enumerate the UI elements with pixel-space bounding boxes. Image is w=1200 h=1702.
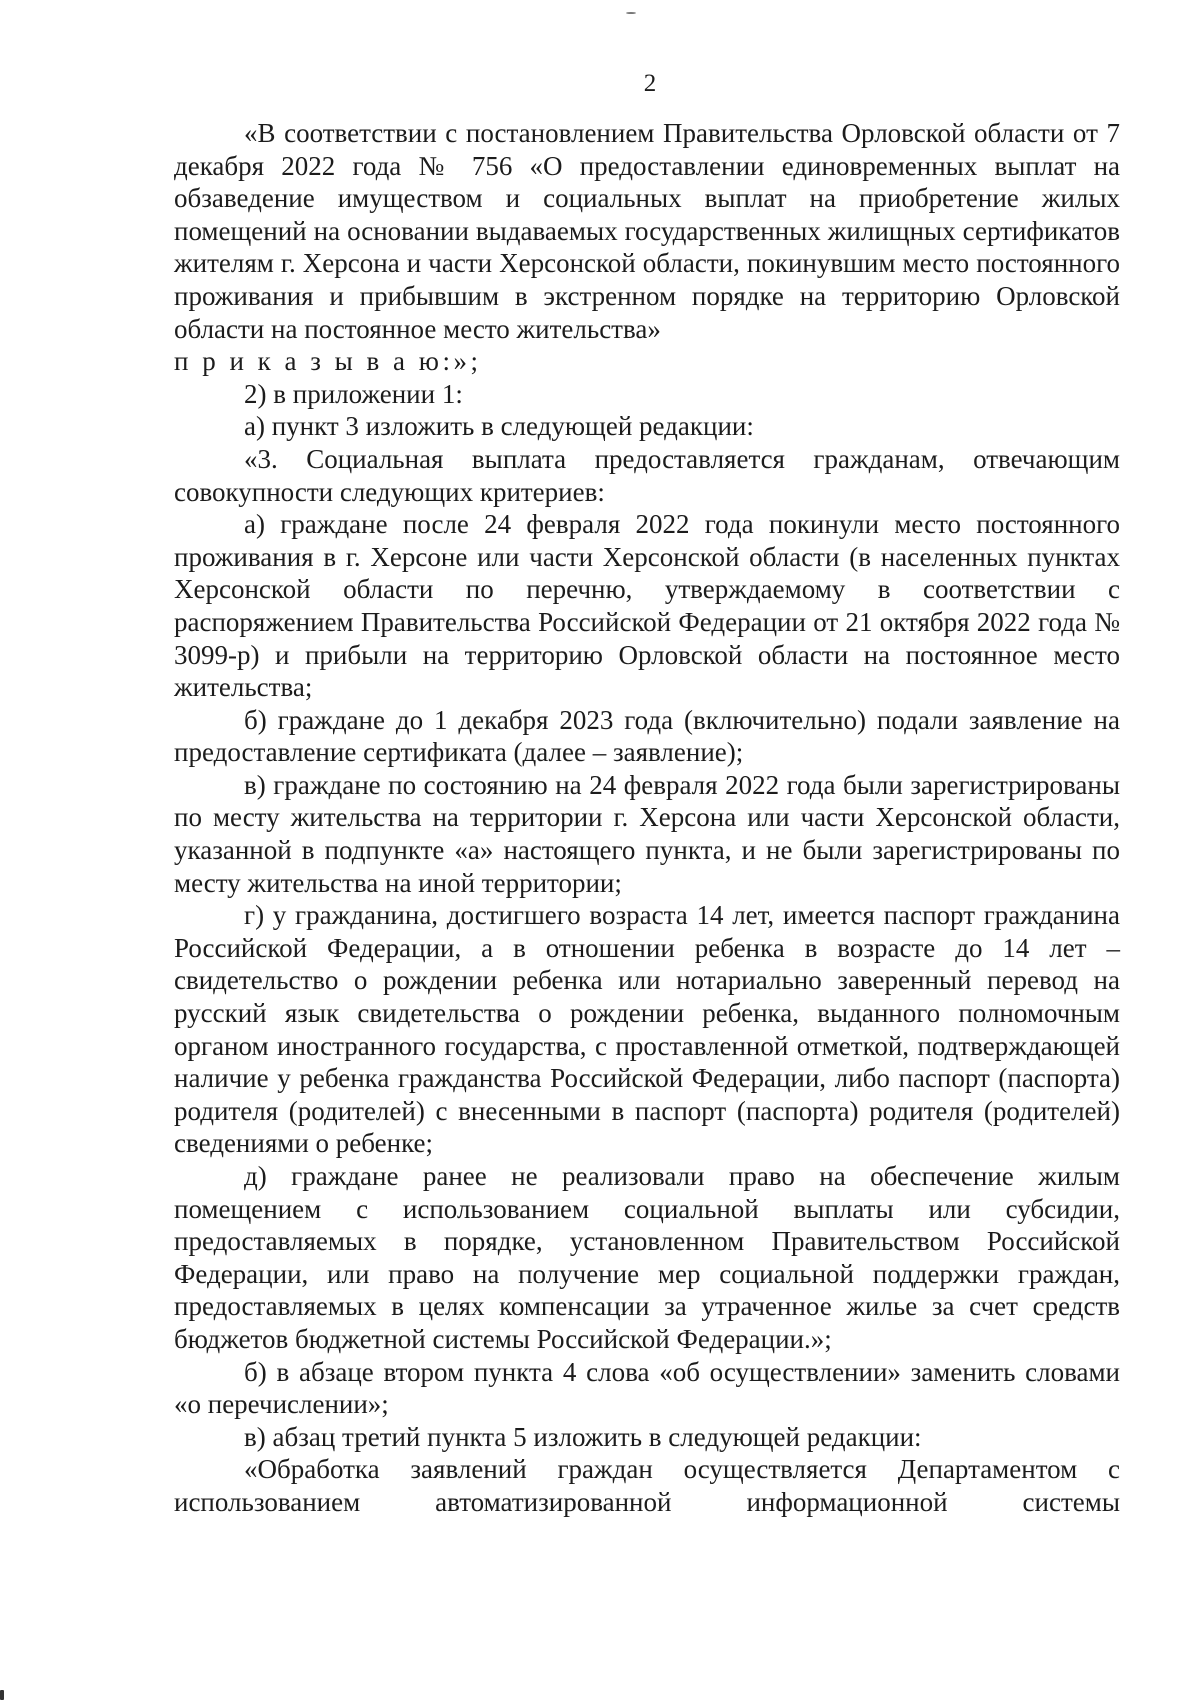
paragraph-criterion-v: в) граждане по состоянию на 24 февраля 2022 года были зарегистрированы по месту жительства на территории г. Херсона или части Херсонской области, указанной в подпункте «а» настоящего пункта, и не были зарегистрированы по месту жительства на иной территории; (174, 769, 1120, 898)
paragraph-subitem-a: а) пункт 3 изложить в следующей редакции: (244, 411, 754, 442)
scan-speck (626, 12, 636, 14)
document-body (174, 117, 1120, 1519)
paragraph-criterion-g: г) у гражданина, достигшего возраста 14 лет, имеется паспорт гражданина Российской Федерации, а в отношении ребенка в возрасте до 14 лет – свидетельство о рождении ребенка или нотариально заверенный перевод на русский язык свидетельства о рождении ребенка, выданного полномочным органом иностранного государства, с проставленной отметкой, подтверждающей наличие у ребенка гражданства Российской Федерации, либо паспорт (паспорта) родителя (родителей) с внесенными в паспорт (паспорта) родителя (родителей) сведениями о ребенке; (174, 900, 1120, 1159)
paragraph-criterion-d: д) граждане ранее не реализовали право на обеспечение жилым помещением с использованием социальной выплаты или субсидии, предоставляемых в порядке, установленном Правительством Российской Федерации, или право на получение мер социальной поддержки граждан, предоставляемых в целях компенсации за утраченное жилье за счет средств бюджетов бюджетной системы Российской Федерации.»; (174, 1161, 1120, 1354)
paragraph-decree-preamble: «В соответствии с постановлением Правительства Орловской области от 7 декабря 2022 года № 756 «О предоставлении единовременных выплат на обзаведение имуществом и социальных выплат на приобретение жилых помещений на основании выдаваемых государственных жилищных сертификатов жителям г. Херсона и части Херсонской области, покинувшим место постоянного проживания и прибывшим в экстренном порядке на территорию Орловской области на постоянное место жительства» (174, 118, 1120, 344)
paragraph-processing: «Обработка заявлений граждан осуществляется Департаментом с использованием автоматизированной информационной системы (174, 1454, 1120, 1517)
paragraph-subitem-v: в) абзац третий пункта 5 изложить в следующей редакции: (244, 1421, 922, 1452)
scan-speck (0, 1690, 4, 1700)
paragraph-item-2: 2) в приложении 1: (244, 378, 463, 409)
page-number: 2 (643, 70, 657, 97)
paragraph-subitem-b: б) в абзаце втором пункта 4 слова «об осуществлении» заменить словами «о перечислении»; (174, 1356, 1120, 1420)
paragraph-point-3: «3. Социальная выплата предоставляется гражданам, отвечающим совокупности следующих критериев: (174, 443, 1120, 507)
paragraph-criterion-b: б) граждане до 1 декабря 2023 года (включительно) подали заявление на предоставление сертификата (далее – заявление); (174, 704, 1120, 768)
paragraph-criterion-a: а) граждане после 24 февраля 2022 года покинули место постоянного проживания в г. Херсоне или части Херсонской области (в населенных пунктах Херсонской области по перечню, утверждаемому в соответствии с распоряжением Правительства Российской Федерации от 21 октября 2022 года № 3099-р) и прибыли на территорию Орловской области на постоянное место жительства; (174, 509, 1120, 703)
paragraph-order-word: п р и к а з ы в а ю:»; (174, 346, 482, 377)
